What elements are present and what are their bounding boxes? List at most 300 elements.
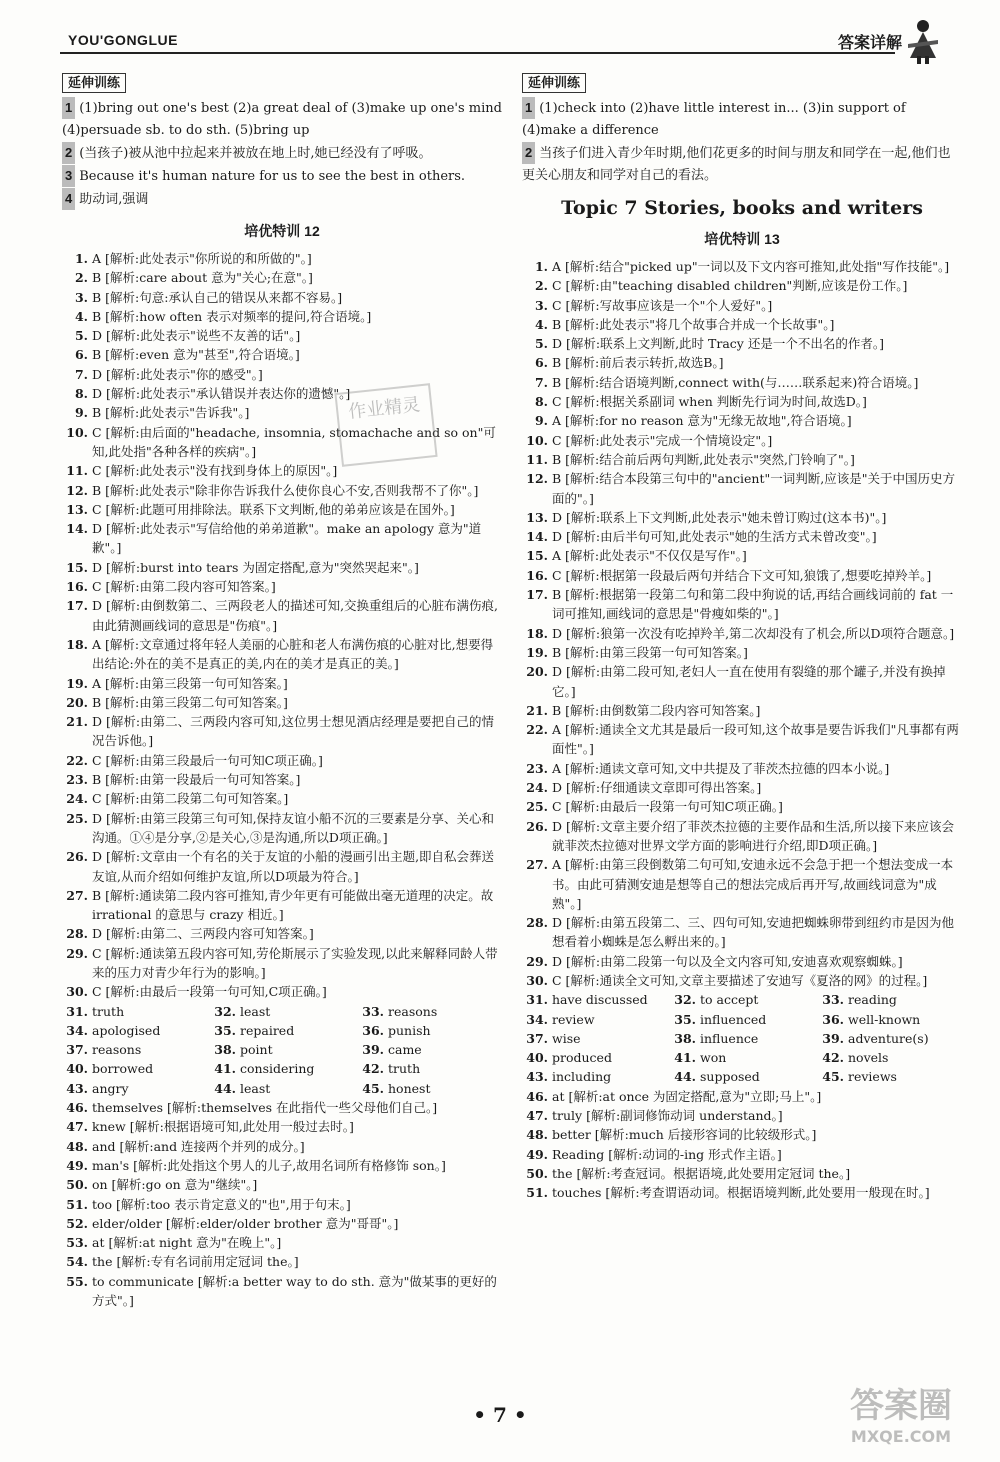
item-text: 当孩子们进入青少年时期,他们花更多的时间与朋友和同学在一起,他们也更关心朋友和同学对自己的看法。 xyxy=(522,146,951,183)
answer-number: 27. xyxy=(526,857,548,873)
answer-number: 53. xyxy=(66,1235,88,1251)
answer-word: novels xyxy=(848,1050,889,1066)
answer-text: D [解析:由第二段第一句以及全文内容可知,安迪喜欢观察蜘蛛。] xyxy=(552,953,903,969)
item-text: Because it's human nature for us to see the best in others. xyxy=(79,169,466,184)
extension-item xyxy=(62,188,502,211)
answer-text: the [解析:考查冠词。根据语境,此处要用定冠词 the。] xyxy=(552,1165,851,1181)
answer-item xyxy=(62,924,502,943)
answer-number: 42. xyxy=(822,1050,844,1066)
answer-text: D [解析:由第三段第三句可知,保持友谊小船不沉的三要素是分享、关心和沟通。①④是分享,②是关心,③是沟通,所以D项正确。] xyxy=(92,810,495,845)
answer-number: 19. xyxy=(66,675,88,691)
answer-item xyxy=(522,855,962,913)
answer-number: 5. xyxy=(534,336,548,352)
answer-item xyxy=(62,809,502,848)
answer-item xyxy=(522,276,962,295)
answer-number: 39. xyxy=(362,1042,384,1058)
answer-item xyxy=(62,403,502,422)
answer-number: 45. xyxy=(822,1069,844,1085)
answer-text: D [解析:此处表示"承认错误并表达你的遗憾"。] xyxy=(92,386,351,402)
answer-number: 7. xyxy=(74,366,88,382)
answer-text: B [解析:此处表示"将几个故事合并成一个长故事"。] xyxy=(552,316,835,332)
answer-text: B [解析:how often 表示对频率的提问,符合语境。] xyxy=(92,308,372,324)
answer-number: 55. xyxy=(66,1273,88,1289)
answer-number: 20. xyxy=(526,664,548,680)
answer-list xyxy=(62,249,502,1002)
extension-label: 延伸训练 xyxy=(62,73,126,93)
answer-word: have discussed xyxy=(552,992,648,1008)
answer-item xyxy=(522,373,962,392)
answer-item xyxy=(522,527,962,546)
answer-number: 50. xyxy=(526,1165,548,1181)
answer-text: B [解析:此处表示"除非你告诉我什么使你良心不安,否则我帮不了你"。] xyxy=(92,482,479,498)
extension-item xyxy=(522,97,962,142)
extension-list xyxy=(62,97,502,211)
answer-text: D [解析:文章主要介绍了菲茨杰拉德的主要作品和生活,所以接下来应该会就菲茨杰拉德对世界文学方面的影响进行介绍,即D项正确。] xyxy=(552,818,955,853)
answer-text: A [解析:for no reason 意为"无缘无故地",符合语境。] xyxy=(552,413,852,429)
answer-number: 34. xyxy=(526,1011,548,1027)
answer-text: Reading [解析:动词的-ing 形式作主语。] xyxy=(552,1146,782,1162)
answer-item xyxy=(522,952,962,971)
answer-text: too [解析:too 表示肯定意义的"也",用于句末。] xyxy=(92,1196,351,1212)
answer-number: 51. xyxy=(526,1185,548,1201)
answer-item xyxy=(522,643,962,662)
answer-word: reasons xyxy=(388,1003,438,1019)
answer-number: 38. xyxy=(214,1042,236,1058)
answer-text: D [解析:此处表示"说些不友善的话"。] xyxy=(92,328,301,344)
answer-item xyxy=(522,257,962,276)
answer-item xyxy=(62,1156,502,1175)
section-title: 培优特训 13 xyxy=(704,231,780,247)
answer-number: 11. xyxy=(66,463,88,479)
item-text: (当孩子)被从池中拉起来并被放在地上时,她已经没有了呼吸。 xyxy=(79,146,432,161)
answer-number: 9. xyxy=(74,405,88,421)
answer-item xyxy=(62,500,502,519)
answer-item xyxy=(62,693,502,712)
answer-number: 36. xyxy=(822,1011,844,1027)
answer-item xyxy=(522,778,962,797)
answer-text: C [解析:由"teaching disabled children"判断,应该是份工作。] xyxy=(552,278,908,294)
page-header xyxy=(60,28,940,58)
answer-text: B [解析:由第三段第二句可知答案。] xyxy=(92,694,288,710)
answer-number: 9. xyxy=(534,413,548,429)
answer-item xyxy=(62,674,502,693)
answer-number: 39. xyxy=(822,1030,844,1046)
answer-word: to accept xyxy=(700,992,759,1008)
answer-number: 17. xyxy=(66,598,88,614)
answer-list-2 xyxy=(522,1087,962,1203)
answer-word: reasons xyxy=(92,1042,142,1058)
answer-text: A [解析:此处表示"你所说的和所做的"。] xyxy=(92,251,312,266)
answer-number: 14. xyxy=(66,521,88,537)
answer-item xyxy=(522,1125,962,1144)
extension-label: 延伸训练 xyxy=(522,73,586,93)
item-text: (1)check into (2)have little interest in... (3)in support of (4)make a difference xyxy=(522,101,906,138)
answer-list-2 xyxy=(62,1098,502,1310)
answer-number: 26. xyxy=(66,849,88,865)
answer-number: 22. xyxy=(526,722,548,738)
answer-number: 33. xyxy=(822,992,844,1008)
answer-item xyxy=(522,1087,962,1106)
answer-number: 40. xyxy=(66,1061,88,1077)
answer-word: truth xyxy=(92,1003,125,1019)
answer-number: 19. xyxy=(526,644,548,660)
answer-number: 47. xyxy=(526,1108,548,1124)
answer-word: influenced xyxy=(700,1011,767,1027)
answer-word: review xyxy=(552,1011,595,1027)
answer-number: 41. xyxy=(674,1050,696,1066)
answer-number: 24. xyxy=(526,780,548,796)
answer-number: 3. xyxy=(534,297,548,313)
answer-item xyxy=(62,712,502,751)
answer-item xyxy=(522,971,962,990)
answer-item xyxy=(62,519,502,558)
answer-text: D [解析:仔细通读文章即可得出答案。] xyxy=(552,780,762,796)
answer-number: 32. xyxy=(214,1003,236,1019)
answer-item xyxy=(62,982,502,1001)
answer-number: 25. xyxy=(526,799,548,815)
answer-text: B [解析:结合前后两句判断,此处表示"突然,门铃响了"。] xyxy=(552,451,855,467)
answer-item xyxy=(62,307,502,326)
answer-text: D [解析:狼第一次没有吃掉羚羊,第二次却没有了机会,所以D项符合题意。] xyxy=(552,625,955,641)
watermark-logo-text: 答案圈 xyxy=(850,1386,952,1426)
answer-text: D [解析:此处表示"写信给他的弟弟道歉"。make an apology 意为"道歉"。] xyxy=(92,521,482,556)
extension-list xyxy=(522,97,962,187)
answer-text: C [解析:由第三段最后一句可知C项正确。] xyxy=(92,752,323,768)
answer-number: 2. xyxy=(534,278,548,294)
answer-word: least xyxy=(240,1003,271,1019)
answer-item xyxy=(522,566,962,585)
answer-number: 36. xyxy=(362,1022,384,1038)
answer-number: 4. xyxy=(74,308,88,324)
answer-number: 26. xyxy=(526,818,548,834)
answer-item xyxy=(522,431,962,450)
answer-text: D [解析:burst into tears 为固定搭配,意为"突然哭起来"。] xyxy=(92,559,419,575)
topic-title: Topic 7 Stories, books and writers xyxy=(561,197,923,219)
header-rule xyxy=(60,52,895,54)
answer-item xyxy=(62,847,502,886)
answer-number: 34. xyxy=(66,1022,88,1038)
answer-number: 2. xyxy=(74,270,88,286)
answer-text: D [解析:联系上下文判断,此处表示"她未曾订购过(这本书)"。] xyxy=(552,509,887,525)
answer-item xyxy=(522,817,962,856)
answer-text: B [解析:由第三段第一句可知答案。] xyxy=(552,644,748,660)
answer-text: B [解析:前后表示转折,故选B。] xyxy=(552,355,724,371)
answer-item xyxy=(522,913,962,952)
answer-number: 14. xyxy=(526,529,548,545)
answer-item xyxy=(522,720,962,759)
answer-text: C [解析:由第二段内容可知答案。] xyxy=(92,579,276,595)
answer-text: truly [解析:副词修饰动词 understand。] xyxy=(552,1108,783,1124)
answer-number: 28. xyxy=(66,926,88,942)
page-number: • 7 • xyxy=(473,1403,527,1427)
answer-number: 16. xyxy=(66,579,88,595)
answer-number: 31. xyxy=(526,992,548,1008)
answer-number: 21. xyxy=(526,702,548,718)
answer-word: including xyxy=(552,1069,612,1085)
answer-text: to communicate [解析:a better way to do sth. 意为"做某事的更好的方式"。] xyxy=(92,1273,497,1309)
answer-item xyxy=(62,886,502,925)
answer-word: well-known xyxy=(848,1011,921,1027)
answer-number: 41. xyxy=(214,1061,236,1077)
answer-number: 37. xyxy=(66,1042,88,1058)
answer-number: 23. xyxy=(526,760,548,776)
answer-item xyxy=(62,577,502,596)
answer-text: B [解析:根据第一段第二句和第二段中狗说的话,再结合画线词前的 fat 一词可推知,画线词的意思是"骨瘦如柴的"。] xyxy=(552,587,954,622)
answer-number: 3. xyxy=(74,289,88,305)
answer-text: themselves [解析:themselves 在此指代一些父母他们自己。] xyxy=(92,1100,438,1116)
answer-text: B [解析:由倒数第二段内容可知答案。] xyxy=(552,702,761,718)
answer-item xyxy=(522,624,962,643)
answer-number: 22. xyxy=(66,752,88,768)
answer-text: C [解析:根据关系副词 when 判断先行词为时间,故选D。] xyxy=(552,394,867,410)
answer-item xyxy=(522,662,962,701)
answer-number: 11. xyxy=(526,451,548,467)
answer-number: 13. xyxy=(66,501,88,517)
answer-number: 42. xyxy=(362,1061,384,1077)
answer-number: 49. xyxy=(66,1157,88,1173)
answer-text: A [解析:此处表示"不仅仅是写作"。] xyxy=(552,548,747,564)
answer-number: 40. xyxy=(526,1050,548,1066)
answer-text: D [解析:此处表示"你的感受"。] xyxy=(92,366,263,382)
answer-number: 48. xyxy=(66,1138,88,1154)
answer-item xyxy=(62,1272,502,1311)
answer-number: 4. xyxy=(534,316,548,332)
answer-item xyxy=(522,334,962,353)
answer-text: on [解析:go on 意为"继续"。] xyxy=(92,1177,258,1193)
answer-text: C [解析:此处表示"完成一个情境设定"。] xyxy=(552,432,773,448)
answer-number: 28. xyxy=(526,915,548,931)
answer-number: 46. xyxy=(66,1100,88,1116)
answer-text: A [解析:文章通过将年轻人美丽的心脏和老人布满伤痕的心脏对比,想要得出结论:外在的美不是真正的美,内在的美才是真正的美。] xyxy=(92,636,494,672)
answer-item xyxy=(522,1145,962,1164)
answer-word: supposed xyxy=(700,1069,760,1085)
word-grid xyxy=(62,1002,502,1098)
extension-item xyxy=(62,165,502,188)
answer-word: least xyxy=(240,1080,271,1096)
answer-text: knew [解析:根据语境可知,此处用一般过去时。] xyxy=(92,1119,354,1135)
answer-text: C [解析:此题可用排除法。联系下文判断,他的弟弟应该是在国外。] xyxy=(92,501,455,517)
answer-text: B [解析:even 意为"甚至",符合语境。] xyxy=(92,347,300,363)
answer-text: C [解析:由后面的"headache, insomnia, stomachache and so on"可知,此处指"各种各样的疾病"。] xyxy=(92,424,496,459)
answer-item xyxy=(522,1164,962,1183)
answer-number: 45. xyxy=(362,1080,384,1096)
answer-item xyxy=(62,635,502,674)
item-text: 助动词,强调 xyxy=(79,192,149,207)
answer-text: touches [解析:考查谓语动词。根据语境判断,此处要用一般现在时。] xyxy=(552,1185,930,1201)
answer-number: 17. xyxy=(526,587,548,603)
answer-word: came xyxy=(388,1042,422,1058)
answer-word: won xyxy=(700,1050,727,1066)
answer-number: 51. xyxy=(66,1196,88,1212)
answer-item xyxy=(522,411,962,430)
answer-item xyxy=(522,546,962,565)
answer-item xyxy=(522,701,962,720)
answer-text: C [解析:写故事应该是一个"个人爱好"。] xyxy=(552,297,773,313)
answer-text: B [解析:由第一段最后一句可知答案。] xyxy=(92,772,301,788)
answer-number: 27. xyxy=(66,887,88,903)
answer-text: D [解析:联系上文判断,此时 Tracy 还是一个不出名的作者。] xyxy=(552,336,884,352)
extension-item xyxy=(522,142,962,187)
answer-word: repaired xyxy=(240,1022,295,1038)
item-number: 2 xyxy=(62,142,75,164)
ninja-mascot-icon xyxy=(906,18,940,64)
answer-number: 13. xyxy=(526,509,548,525)
answer-text: man's [解析:此处指这个男人的儿子,故用名词所有格修饰 son。] xyxy=(92,1157,446,1173)
answer-number: 1. xyxy=(534,259,548,274)
answer-text: D [解析:由第五段第二、三、四句可知,安迪把蜘蛛卵带到纽约市是因为他想看着小蜘蛛是怎么孵出来的。] xyxy=(552,915,955,950)
watermark-stamp: 作业精灵 xyxy=(334,383,437,467)
answer-text: D [解析:由倒数第二、三两段老人的描述可知,交换重组后的心脏布满伤痕,由此猜测画线词的意思是"伤痕"。] xyxy=(92,598,499,633)
answer-text: A [解析:由第三段第一句可知答案。] xyxy=(92,675,288,691)
answer-item xyxy=(522,392,962,411)
answer-item xyxy=(62,481,502,500)
answer-text: B [解析:句意:承认自己的错误从来都不容易。] xyxy=(92,289,343,305)
answer-text: the [解析:专有名词前用定冠词 the。] xyxy=(92,1254,299,1270)
answer-word: produced xyxy=(552,1050,612,1066)
item-number: 2 xyxy=(522,142,535,164)
answer-item xyxy=(522,508,962,527)
answer-number: 20. xyxy=(66,694,88,710)
answer-text: C [解析:此处表示"没有找到身体上的原因"。] xyxy=(92,463,338,479)
answer-item xyxy=(62,770,502,789)
answer-text: A [解析:通读全文尤其是最后一段可知,这个故事是要告诉我们"凡事都有两面性"。] xyxy=(552,722,959,757)
answer-item xyxy=(62,1175,502,1194)
answer-item xyxy=(522,1183,962,1202)
answer-item xyxy=(62,326,502,345)
item-text: (1)bring out one's best (2)a great deal of (3)make up one's mind (4)persuade sb. to do sth. (5)bring up xyxy=(62,101,502,138)
answer-number: 23. xyxy=(66,772,88,788)
answer-text: A [解析:结合"picked up"一词以及下文内容可推知,此处指"写作技能"。] xyxy=(552,259,950,274)
answer-number: 29. xyxy=(526,953,548,969)
answer-item xyxy=(522,585,962,624)
answer-number: 50. xyxy=(66,1177,88,1193)
answer-text: A [解析:通读文章可知,文中共提及了菲茨杰拉德的四本小说。] xyxy=(552,760,890,776)
answer-number: 8. xyxy=(74,386,88,402)
answer-item xyxy=(62,1098,502,1117)
answer-number: 6. xyxy=(74,347,88,363)
answer-item xyxy=(522,797,962,816)
answer-item xyxy=(62,1214,502,1233)
answer-number: 43. xyxy=(66,1080,88,1096)
answer-word: truth xyxy=(388,1061,421,1077)
item-number: 3 xyxy=(62,165,75,187)
answer-text: D [解析:由后半句可知,此处表示"她的生活方式未曾改变"。] xyxy=(552,529,877,545)
answer-text: elder/older [解析:elder/older brother 意为"哥哥"。] xyxy=(92,1215,399,1231)
answer-item xyxy=(522,450,962,469)
answer-text: A [解析:由第三段倒数第二句可知,安迪永远不会急于把一个想法变成一本书。由此可猜测安迪是想等自己的想法完成后再开写,故画线词意为"成熟"。] xyxy=(552,857,954,911)
extension-item xyxy=(62,142,502,165)
answer-number: 12. xyxy=(66,482,88,498)
answer-text: B [解析:care about 意为"关心;在意"。] xyxy=(92,270,313,286)
answer-number: 33. xyxy=(362,1003,384,1019)
answer-word: angry xyxy=(92,1080,129,1096)
answer-item xyxy=(62,249,502,268)
answer-item xyxy=(522,759,962,778)
answer-item xyxy=(62,384,502,403)
answer-word: influence xyxy=(700,1030,759,1046)
answer-number: 5. xyxy=(74,328,88,344)
answer-word: apologised xyxy=(92,1022,161,1038)
answer-item xyxy=(62,268,502,287)
answer-item xyxy=(62,751,502,770)
extension-item xyxy=(62,97,502,142)
answer-text: at [解析:at night 意为"在晚上"。] xyxy=(92,1235,282,1251)
answer-text: D [解析:由第二、三两段内容可知,这位男士想见酒店经理是要把自己的情况告诉他。] xyxy=(92,714,495,749)
answer-text: B [解析:结合本段第三句中的"ancient"一词判断,应该是"关于中国历史方面的"。] xyxy=(552,471,955,506)
answer-item xyxy=(62,365,502,384)
answer-item xyxy=(62,1195,502,1214)
answer-text: B [解析:结合语境判断,connect with(与……联系起来)符合语境。] xyxy=(552,374,919,390)
word-grid xyxy=(522,990,962,1086)
answer-item xyxy=(522,315,962,334)
answer-word: adventure(s) xyxy=(848,1030,929,1046)
answer-word: reading xyxy=(848,992,897,1008)
answer-word: considering xyxy=(240,1061,315,1077)
answer-text: better [解析:much 后接形容词的比较级形式。] xyxy=(552,1127,817,1143)
watermark-logo-url: MXQE.COM xyxy=(850,1427,952,1446)
answer-number: 35. xyxy=(674,1011,696,1027)
answer-number: 54. xyxy=(66,1254,88,1270)
answer-text: C [解析:由最后一段第一句可知,C项正确。] xyxy=(92,984,327,1000)
answer-number: 25. xyxy=(66,810,88,826)
answer-item xyxy=(62,461,502,480)
answer-text: D [解析:由第二、三两段内容可知答案。] xyxy=(92,926,314,942)
answer-item xyxy=(62,1233,502,1252)
item-number: 1 xyxy=(522,97,535,119)
answer-number: 16. xyxy=(526,567,548,583)
answer-number: 31. xyxy=(66,1003,88,1019)
answer-word: point xyxy=(240,1042,273,1058)
answer-item xyxy=(62,944,502,983)
answer-number: 38. xyxy=(674,1030,696,1046)
answer-item xyxy=(522,296,962,315)
answer-number: 18. xyxy=(66,636,88,652)
answer-number: 10. xyxy=(526,432,548,448)
answer-number: 46. xyxy=(526,1088,548,1104)
answer-number: 32. xyxy=(674,992,696,1008)
answer-item xyxy=(522,353,962,372)
answer-number: 21. xyxy=(66,714,88,730)
answer-number: 29. xyxy=(66,945,88,961)
answer-word: punish xyxy=(388,1022,431,1038)
answer-number: 48. xyxy=(526,1127,548,1143)
answer-number: 37. xyxy=(526,1030,548,1046)
answer-text: at [解析:at once 为固定搭配,意为"立即;马上"。] xyxy=(552,1088,822,1104)
item-number: 1 xyxy=(62,97,75,119)
answer-number: 8. xyxy=(534,394,548,410)
answer-number: 30. xyxy=(66,984,88,1000)
answer-item xyxy=(62,1252,502,1271)
brand-name: YOU'GONGLUE xyxy=(68,32,178,48)
answer-item xyxy=(62,345,502,364)
answer-text: D [解析:文章由一个有名的关于友谊的小船的漫画引出主题,即自私会葬送友谊,从而介绍如何维护友谊,所以D项最为符合。] xyxy=(92,849,495,884)
answer-number: 6. xyxy=(534,355,548,371)
answer-number: 30. xyxy=(526,972,548,988)
answer-text: B [解析:通读第二段内容可推知,青少年更有可能做出毫无道理的决定。故 irrational 的意思与 crazy 相近。] xyxy=(92,887,494,923)
right-column xyxy=(522,72,962,1203)
header-title: 答案详解 xyxy=(837,35,902,52)
answer-word: honest xyxy=(388,1080,431,1096)
answer-number: 52. xyxy=(66,1215,88,1231)
answer-item xyxy=(62,1137,502,1156)
answer-text: D [解析:由第二段可知,老妇人一直在使用有裂缝的那个罐子,并没有换掉它。] xyxy=(552,664,946,699)
answer-text: C [解析:由第二段第二句可知答案。] xyxy=(92,791,289,807)
answer-word: wise xyxy=(552,1030,581,1046)
answer-number: 44. xyxy=(674,1069,696,1085)
answer-number: 12. xyxy=(526,471,548,487)
answer-text: C [解析:由最后一段第一句可知C项正确。] xyxy=(552,799,783,815)
answer-item xyxy=(62,1117,502,1136)
